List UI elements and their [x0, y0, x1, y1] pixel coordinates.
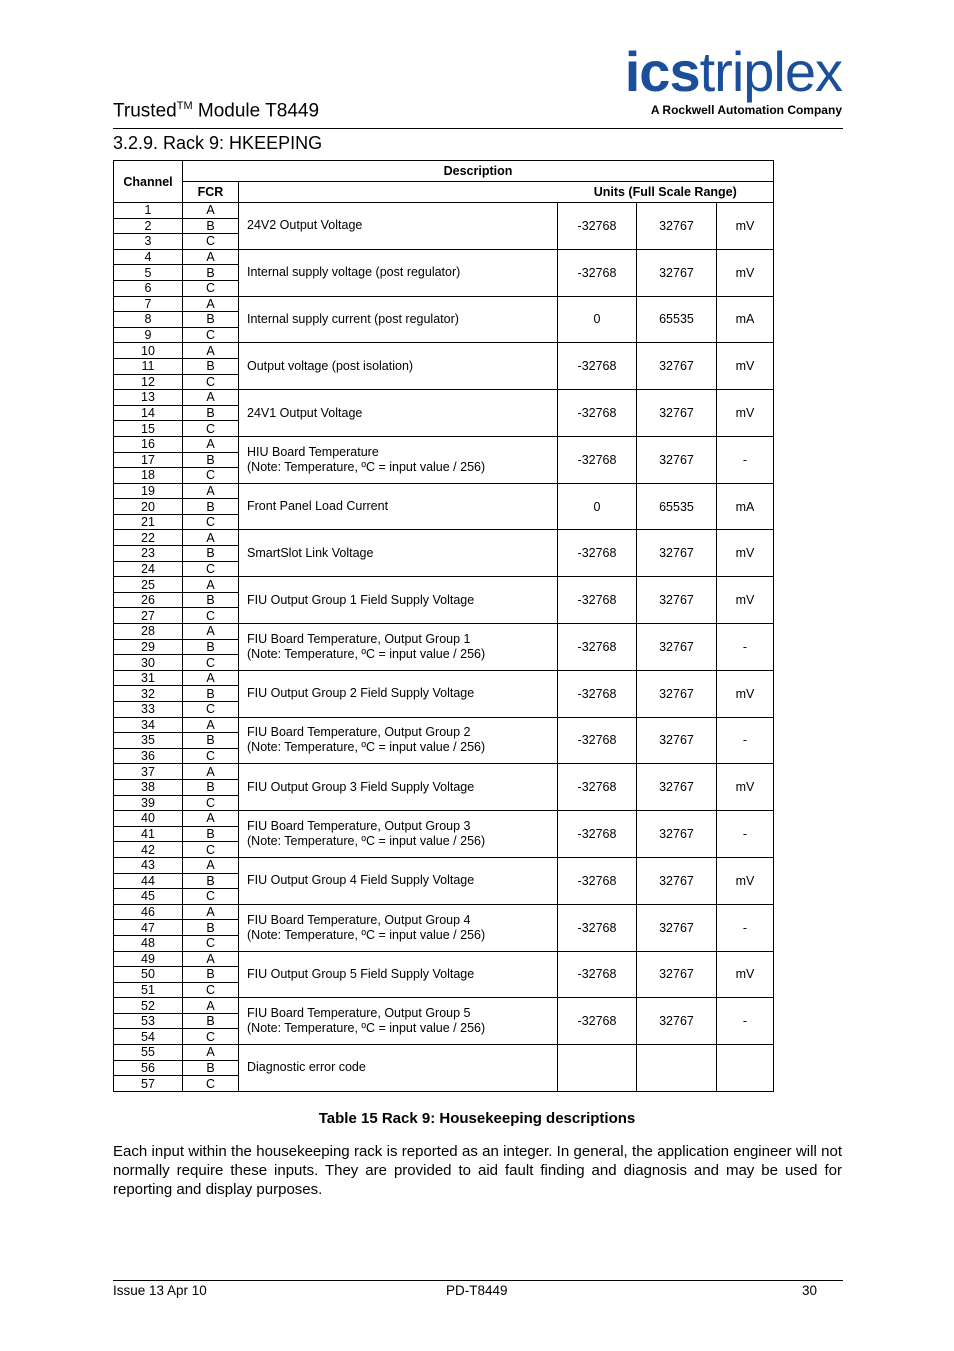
- fcr-cell: B: [183, 826, 239, 842]
- channel-cell: 18: [114, 468, 183, 484]
- logo-wordmark: icstriplex: [624, 40, 842, 103]
- channel-cell: 4: [114, 249, 183, 265]
- fcr-cell: A: [183, 343, 239, 359]
- unit-cell: -: [717, 717, 774, 764]
- range-max-cell: 32767: [637, 811, 717, 858]
- range-min-cell: -32768: [558, 764, 637, 811]
- channel-cell: 22: [114, 530, 183, 546]
- channel-cell: 1: [114, 203, 183, 219]
- fcr-cell: C: [183, 795, 239, 811]
- range-max-cell: 32767: [637, 530, 717, 577]
- range-max-cell: 65535: [637, 296, 717, 343]
- description-text: FIU Output Group 5 Field Supply Voltage: [247, 966, 475, 981]
- channel-cell: 11: [114, 358, 183, 374]
- description-cell: [239, 249, 558, 296]
- fcr-cell: C: [183, 280, 239, 296]
- unit-cell: mV: [717, 249, 774, 296]
- fcr-cell: C: [183, 1029, 239, 1045]
- description-text: FIU Output Group 2 Field Supply Voltage: [247, 686, 475, 701]
- table-row: [114, 483, 774, 499]
- unit-cell: mV: [717, 577, 774, 624]
- unit-cell: -: [717, 998, 774, 1045]
- channel-cell: 36: [114, 748, 183, 764]
- channel-cell: 57: [114, 1076, 183, 1092]
- header-description: Description: [183, 161, 774, 182]
- footer-doc-id: PD-T8449: [446, 1283, 508, 1298]
- fcr-cell: B: [183, 546, 239, 562]
- unit-cell: mV: [717, 530, 774, 577]
- description-note: (Note: Temperature, ºC = input value / 256): [247, 740, 486, 755]
- table-row: [114, 249, 774, 265]
- range-min-cell: 0: [558, 483, 637, 530]
- channel-cell: 31: [114, 670, 183, 686]
- fcr-cell: C: [183, 889, 239, 905]
- description-text: 24V2 Output Voltage: [247, 218, 363, 233]
- fcr-cell: C: [183, 702, 239, 718]
- table-row: [114, 1045, 774, 1061]
- table-row: [114, 390, 774, 406]
- unit-cell: mA: [717, 296, 774, 343]
- fcr-cell: A: [183, 436, 239, 452]
- unit-cell: -: [717, 811, 774, 858]
- channel-cell: 7: [114, 296, 183, 312]
- range-min-cell: -32768: [558, 390, 637, 437]
- range-max-cell: 32767: [637, 951, 717, 998]
- table-row: [114, 436, 774, 452]
- channel-cell: 46: [114, 904, 183, 920]
- channel-cell: 42: [114, 842, 183, 858]
- description-text: Output voltage (post isolation): [247, 358, 414, 373]
- range-min-cell: -32768: [558, 857, 637, 904]
- section-heading: 3.2.9. Rack 9: HKEEPING: [113, 133, 323, 153]
- channel-cell: 30: [114, 655, 183, 671]
- channel-cell: 35: [114, 733, 183, 749]
- table-row: [114, 764, 774, 780]
- unit-cell: mV: [717, 857, 774, 904]
- channel-cell: 24: [114, 561, 183, 577]
- fcr-cell: B: [183, 265, 239, 281]
- channel-cell: 43: [114, 857, 183, 873]
- channel-cell: 53: [114, 1013, 183, 1029]
- unit-cell: mV: [717, 670, 774, 717]
- description-cell: [239, 203, 558, 250]
- fcr-cell: B: [183, 1013, 239, 1029]
- document-title: Trusted™ Module T8449: [113, 100, 320, 122]
- channel-cell: 44: [114, 873, 183, 889]
- channel-cell: 21: [114, 514, 183, 530]
- fcr-cell: B: [183, 686, 239, 702]
- range-max-cell: 32767: [637, 436, 717, 483]
- fcr-cell: C: [183, 468, 239, 484]
- channel-cell: 56: [114, 1060, 183, 1076]
- fcr-cell: A: [183, 577, 239, 593]
- fcr-cell: A: [183, 811, 239, 827]
- channel-cell: 34: [114, 717, 183, 733]
- range-max-cell: 32767: [637, 857, 717, 904]
- fcr-cell: B: [183, 218, 239, 234]
- channel-cell: 9: [114, 327, 183, 343]
- range-min-cell: -32768: [558, 249, 637, 296]
- channel-cell: 40: [114, 811, 183, 827]
- range-min-cell: [558, 1045, 637, 1092]
- table-row: [114, 203, 774, 219]
- description-text: Front Panel Load Current: [247, 499, 389, 514]
- fcr-cell: B: [183, 499, 239, 515]
- fcr-cell: B: [183, 1060, 239, 1076]
- table-body: [114, 203, 774, 1092]
- channel-cell: 13: [114, 390, 183, 406]
- fcr-cell: C: [183, 842, 239, 858]
- channel-cell: 41: [114, 826, 183, 842]
- channel-cell: 6: [114, 280, 183, 296]
- description-text: FIU Board Temperature, Output Group 1: [247, 631, 471, 646]
- fcr-cell: C: [183, 655, 239, 671]
- description-note: (Note: Temperature, ºC = input value / 256): [247, 834, 486, 849]
- unit-cell: mV: [717, 390, 774, 437]
- table-row: [114, 530, 774, 546]
- fcr-cell: A: [183, 717, 239, 733]
- range-min-cell: 0: [558, 296, 637, 343]
- fcr-cell: C: [183, 748, 239, 764]
- description-text: FIU Board Temperature, Output Group 2: [247, 725, 471, 740]
- channel-cell: 16: [114, 436, 183, 452]
- fcr-cell: A: [183, 296, 239, 312]
- channel-cell: 33: [114, 702, 183, 718]
- fcr-cell: B: [183, 920, 239, 936]
- channel-cell: 26: [114, 592, 183, 608]
- description-cell: [239, 296, 558, 343]
- header-channel: Channel: [114, 161, 183, 203]
- description-text: Diagnostic error code: [247, 1060, 366, 1075]
- range-min-cell: -32768: [558, 670, 637, 717]
- description-text: Internal supply voltage (post regulator): [247, 265, 461, 280]
- range-min-cell: -32768: [558, 998, 637, 1045]
- fcr-cell: C: [183, 421, 239, 437]
- description-note: (Note: Temperature, ºC = input value / 256): [247, 459, 486, 474]
- channel-cell: 55: [114, 1045, 183, 1061]
- description-text: 24V1 Output Voltage: [247, 405, 363, 420]
- fcr-cell: B: [183, 873, 239, 889]
- fcr-cell: A: [183, 904, 239, 920]
- description-cell: [239, 951, 558, 998]
- fcr-cell: C: [183, 608, 239, 624]
- description-text: SmartSlot Link Voltage: [247, 545, 374, 560]
- table-row: [114, 857, 774, 873]
- channel-cell: 49: [114, 951, 183, 967]
- range-max-cell: 32767: [637, 998, 717, 1045]
- description-text: FIU Board Temperature, Output Group 4: [247, 912, 471, 927]
- channel-cell: 23: [114, 546, 183, 562]
- logo-tagline: A Rockwell Automation Company: [650, 103, 842, 117]
- description-note: (Note: Temperature, ºC = input value / 256): [247, 1021, 486, 1036]
- table-row: [114, 904, 774, 920]
- description-cell: [239, 436, 558, 483]
- fcr-cell: C: [183, 514, 239, 530]
- range-max-cell: [637, 1045, 717, 1092]
- description-note: (Note: Temperature, ºC = input value / 256): [247, 927, 486, 942]
- description-text: FIU Output Group 3 Field Supply Voltage: [247, 779, 475, 794]
- channel-cell: 15: [114, 421, 183, 437]
- header-fcr: FCR: [183, 182, 239, 203]
- range-min-cell: -32768: [558, 717, 637, 764]
- channel-cell: 51: [114, 982, 183, 998]
- description-text: FIU Board Temperature, Output Group 5: [247, 1006, 471, 1021]
- description-cell: [239, 811, 558, 858]
- channel-cell: 39: [114, 795, 183, 811]
- unit-cell: -: [717, 904, 774, 951]
- range-max-cell: 32767: [637, 343, 717, 390]
- description-cell: [239, 390, 558, 437]
- table-row: [114, 577, 774, 593]
- fcr-cell: C: [183, 1076, 239, 1092]
- channel-cell: 5: [114, 265, 183, 281]
- fcr-cell: B: [183, 405, 239, 421]
- table-row: [114, 343, 774, 359]
- channel-cell: 38: [114, 779, 183, 795]
- table-row: [114, 811, 774, 827]
- description-cell: [239, 1045, 558, 1092]
- housekeeping-table: [113, 160, 774, 1092]
- fcr-cell: C: [183, 561, 239, 577]
- footer-page-number: 30: [802, 1283, 818, 1298]
- description-cell: [239, 577, 558, 624]
- description-text: FIU Board Temperature, Output Group 3: [247, 819, 471, 834]
- unit-cell: -: [717, 436, 774, 483]
- fcr-cell: A: [183, 951, 239, 967]
- channel-cell: 52: [114, 998, 183, 1014]
- fcr-cell: A: [183, 1045, 239, 1061]
- range-min-cell: -32768: [558, 577, 637, 624]
- table-row: [114, 998, 774, 1014]
- fcr-cell: A: [183, 203, 239, 219]
- description-cell: [239, 343, 558, 390]
- range-min-cell: -32768: [558, 436, 637, 483]
- description-cell: [239, 717, 558, 764]
- description-text: FIU Output Group 1 Field Supply Voltage: [247, 592, 475, 607]
- footer-issue: Issue 13 Apr 10: [113, 1283, 207, 1298]
- table-row: [114, 717, 774, 733]
- range-min-cell: -32768: [558, 624, 637, 671]
- footer-divider: [113, 1280, 843, 1281]
- description-cell: [239, 998, 558, 1045]
- description-cell: [239, 764, 558, 811]
- channel-cell: 25: [114, 577, 183, 593]
- fcr-cell: A: [183, 624, 239, 640]
- unit-cell: mV: [717, 951, 774, 998]
- fcr-cell: A: [183, 249, 239, 265]
- range-max-cell: 32767: [637, 390, 717, 437]
- unit-cell: -: [717, 624, 774, 671]
- table-row: [114, 624, 774, 640]
- fcr-cell: B: [183, 733, 239, 749]
- range-max-cell: 32767: [637, 624, 717, 671]
- fcr-cell: A: [183, 764, 239, 780]
- description-cell: [239, 483, 558, 530]
- fcr-cell: C: [183, 327, 239, 343]
- channel-cell: 12: [114, 374, 183, 390]
- unit-cell: mV: [717, 203, 774, 250]
- header-units: Units (Full Scale Range): [558, 182, 774, 203]
- body-paragraph: Each input within the housekeeping rack is reported as an integer. In general, the application engineer will not normally require these inputs. They are provided to aid fault finding and diagnosis and may be used for reporting and display purposes.: [113, 1143, 842, 1198]
- fcr-cell: B: [183, 592, 239, 608]
- table-row: [114, 670, 774, 686]
- company-logo: [612, 42, 844, 122]
- channel-cell: 54: [114, 1029, 183, 1045]
- fcr-cell: A: [183, 483, 239, 499]
- range-min-cell: -32768: [558, 343, 637, 390]
- range-max-cell: 32767: [637, 764, 717, 811]
- channel-cell: 2: [114, 218, 183, 234]
- channel-cell: 19: [114, 483, 183, 499]
- fcr-cell: C: [183, 982, 239, 998]
- table-row: [114, 951, 774, 967]
- channel-cell: 20: [114, 499, 183, 515]
- channel-cell: 27: [114, 608, 183, 624]
- channel-cell: 28: [114, 624, 183, 640]
- range-min-cell: -32768: [558, 904, 637, 951]
- description-cell: [239, 904, 558, 951]
- channel-cell: 48: [114, 935, 183, 951]
- channel-cell: 29: [114, 639, 183, 655]
- table-caption: Table 15 Rack 9: Housekeeping descriptions: [318, 1110, 636, 1127]
- description-note: (Note: Temperature, ºC = input value / 256): [247, 646, 486, 661]
- range-max-cell: 32767: [637, 904, 717, 951]
- table-row: [114, 296, 774, 312]
- description-text: HIU Board Temperature: [247, 444, 379, 459]
- unit-cell: mV: [717, 764, 774, 811]
- range-max-cell: 32767: [637, 203, 717, 250]
- fcr-cell: A: [183, 857, 239, 873]
- range-min-cell: -32768: [558, 811, 637, 858]
- fcr-cell: A: [183, 390, 239, 406]
- fcr-cell: B: [183, 312, 239, 328]
- channel-cell: 17: [114, 452, 183, 468]
- fcr-cell: C: [183, 374, 239, 390]
- fcr-cell: C: [183, 935, 239, 951]
- unit-cell: mA: [717, 483, 774, 530]
- fcr-cell: C: [183, 234, 239, 250]
- channel-cell: 3: [114, 234, 183, 250]
- fcr-cell: A: [183, 998, 239, 1014]
- fcr-cell: B: [183, 452, 239, 468]
- fcr-cell: B: [183, 358, 239, 374]
- description-cell: [239, 857, 558, 904]
- range-max-cell: 65535: [637, 483, 717, 530]
- description-cell: [239, 624, 558, 671]
- fcr-cell: B: [183, 779, 239, 795]
- unit-cell: mV: [717, 343, 774, 390]
- fcr-cell: B: [183, 967, 239, 983]
- range-max-cell: 32767: [637, 577, 717, 624]
- range-min-cell: -32768: [558, 203, 637, 250]
- range-max-cell: 32767: [637, 670, 717, 717]
- channel-cell: 37: [114, 764, 183, 780]
- unit-cell: [717, 1045, 774, 1092]
- header-divider: [113, 128, 843, 129]
- description-cell: [239, 670, 558, 717]
- channel-cell: 8: [114, 312, 183, 328]
- fcr-cell: A: [183, 530, 239, 546]
- range-min-cell: -32768: [558, 530, 637, 577]
- fcr-cell: A: [183, 670, 239, 686]
- description-text: Internal supply current (post regulator): [247, 311, 459, 326]
- channel-cell: 32: [114, 686, 183, 702]
- range-min-cell: -32768: [558, 951, 637, 998]
- channel-cell: 47: [114, 920, 183, 936]
- channel-cell: 10: [114, 343, 183, 359]
- channel-cell: 50: [114, 967, 183, 983]
- description-text: FIU Output Group 4 Field Supply Voltage: [247, 873, 475, 888]
- range-max-cell: 32767: [637, 717, 717, 764]
- description-cell: [239, 530, 558, 577]
- channel-cell: 45: [114, 889, 183, 905]
- channel-cell: 14: [114, 405, 183, 421]
- fcr-cell: B: [183, 639, 239, 655]
- range-max-cell: 32767: [637, 249, 717, 296]
